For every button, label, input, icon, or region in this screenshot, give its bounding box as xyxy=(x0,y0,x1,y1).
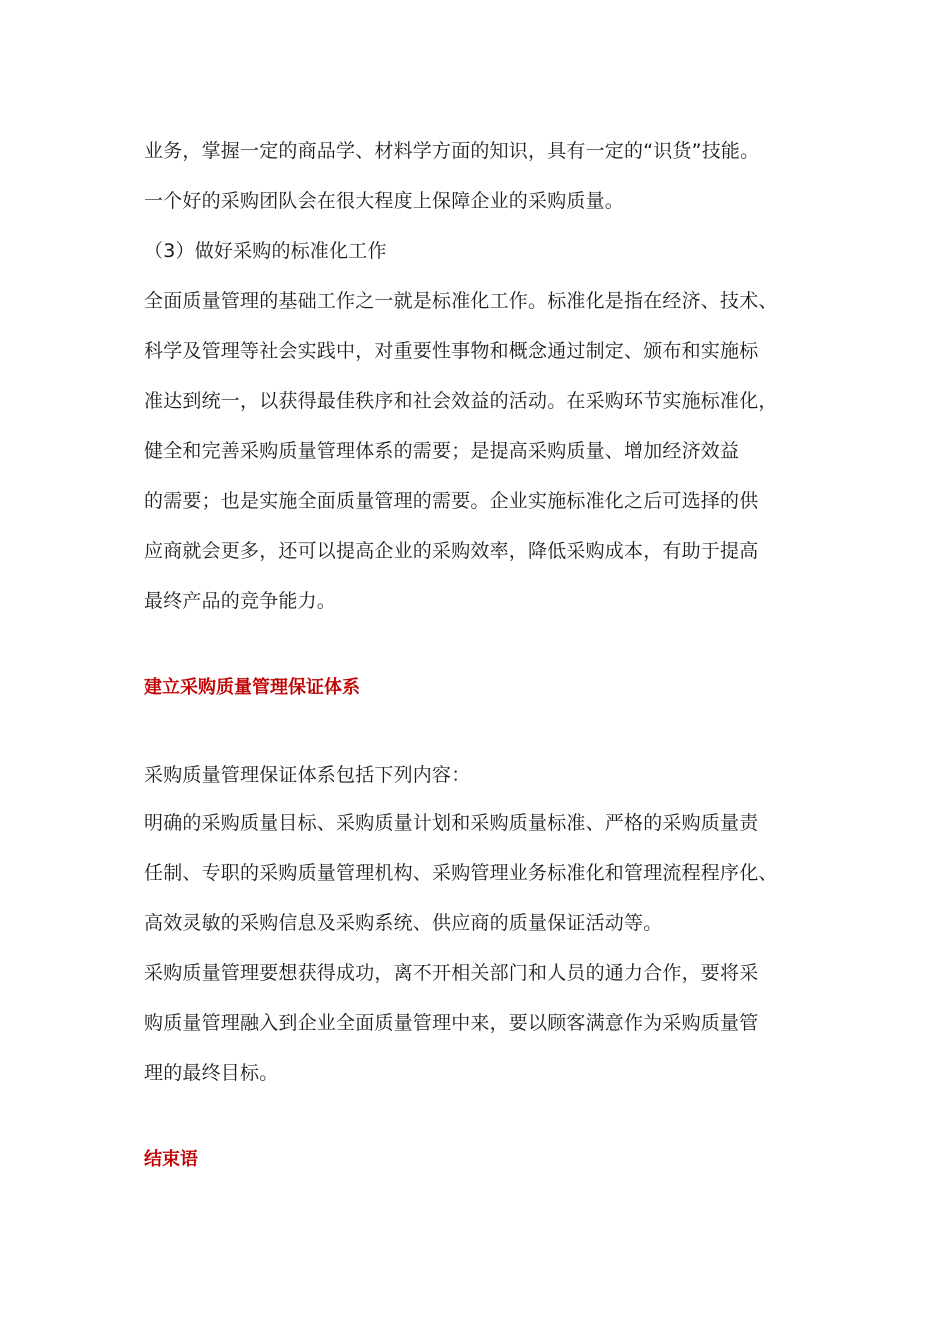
body-line: 准达到统一，以获得最佳秩序和社会效益的活动。在采购环节实施标准化， xyxy=(144,390,778,412)
body-line: 理的最终目标。 xyxy=(144,1062,279,1084)
body-line: 采购质量管理要想获得成功，离不开相关部门和人员的通力合作，要将采 xyxy=(144,962,759,984)
body-line: 高效灵敏的采购信息及采购系统、供应商的质量保证活动等。 xyxy=(144,912,663,934)
body-line: 应商就会更多，还可以提高企业的采购效率，降低采购成本，有助于提高 xyxy=(144,540,759,562)
subsection-title: （3）做好采购的标准化工作 xyxy=(144,240,387,262)
body-line: 全面质量管理的基础工作之一就是标准化工作。标准化是指在经济、技术、 xyxy=(144,290,778,312)
body-line: 最终产品的竞争能力。 xyxy=(144,590,337,612)
body-line: 一个好的采购团队会在很大程度上保障企业的采购质量。 xyxy=(144,190,625,212)
body-line: 明确的采购质量目标、采购质量计划和采购质量标准、严格的采购质量责 xyxy=(144,812,759,834)
body-line: 业务，掌握一定的商品学、材料学方面的知识，具有一定的“识货”技能。 xyxy=(144,140,760,162)
section-heading: 结束语 xyxy=(144,1149,198,1170)
body-line: 科学及管理等社会实践中，对重要性事物和概念通过制定、颁布和实施标 xyxy=(144,340,759,362)
body-line: 购质量管理融入到企业全面质量管理中来，要以顾客满意作为采购质量管 xyxy=(144,1012,759,1034)
body-line: 任制、专职的采购质量管理机构、采购管理业务标准化和管理流程程序化、 xyxy=(144,862,778,884)
section-heading: 建立采购质量管理保证体系 xyxy=(144,677,360,698)
body-line: 的需要；也是实施全面质量管理的需要。企业实施标准化之后可选择的供 xyxy=(144,490,759,512)
body-line: 健全和完善采购质量管理体系的需要；是提高采购质量、增加经济效益 xyxy=(144,440,740,462)
body-line: 采购质量管理保证体系包括下列内容： xyxy=(144,764,471,786)
